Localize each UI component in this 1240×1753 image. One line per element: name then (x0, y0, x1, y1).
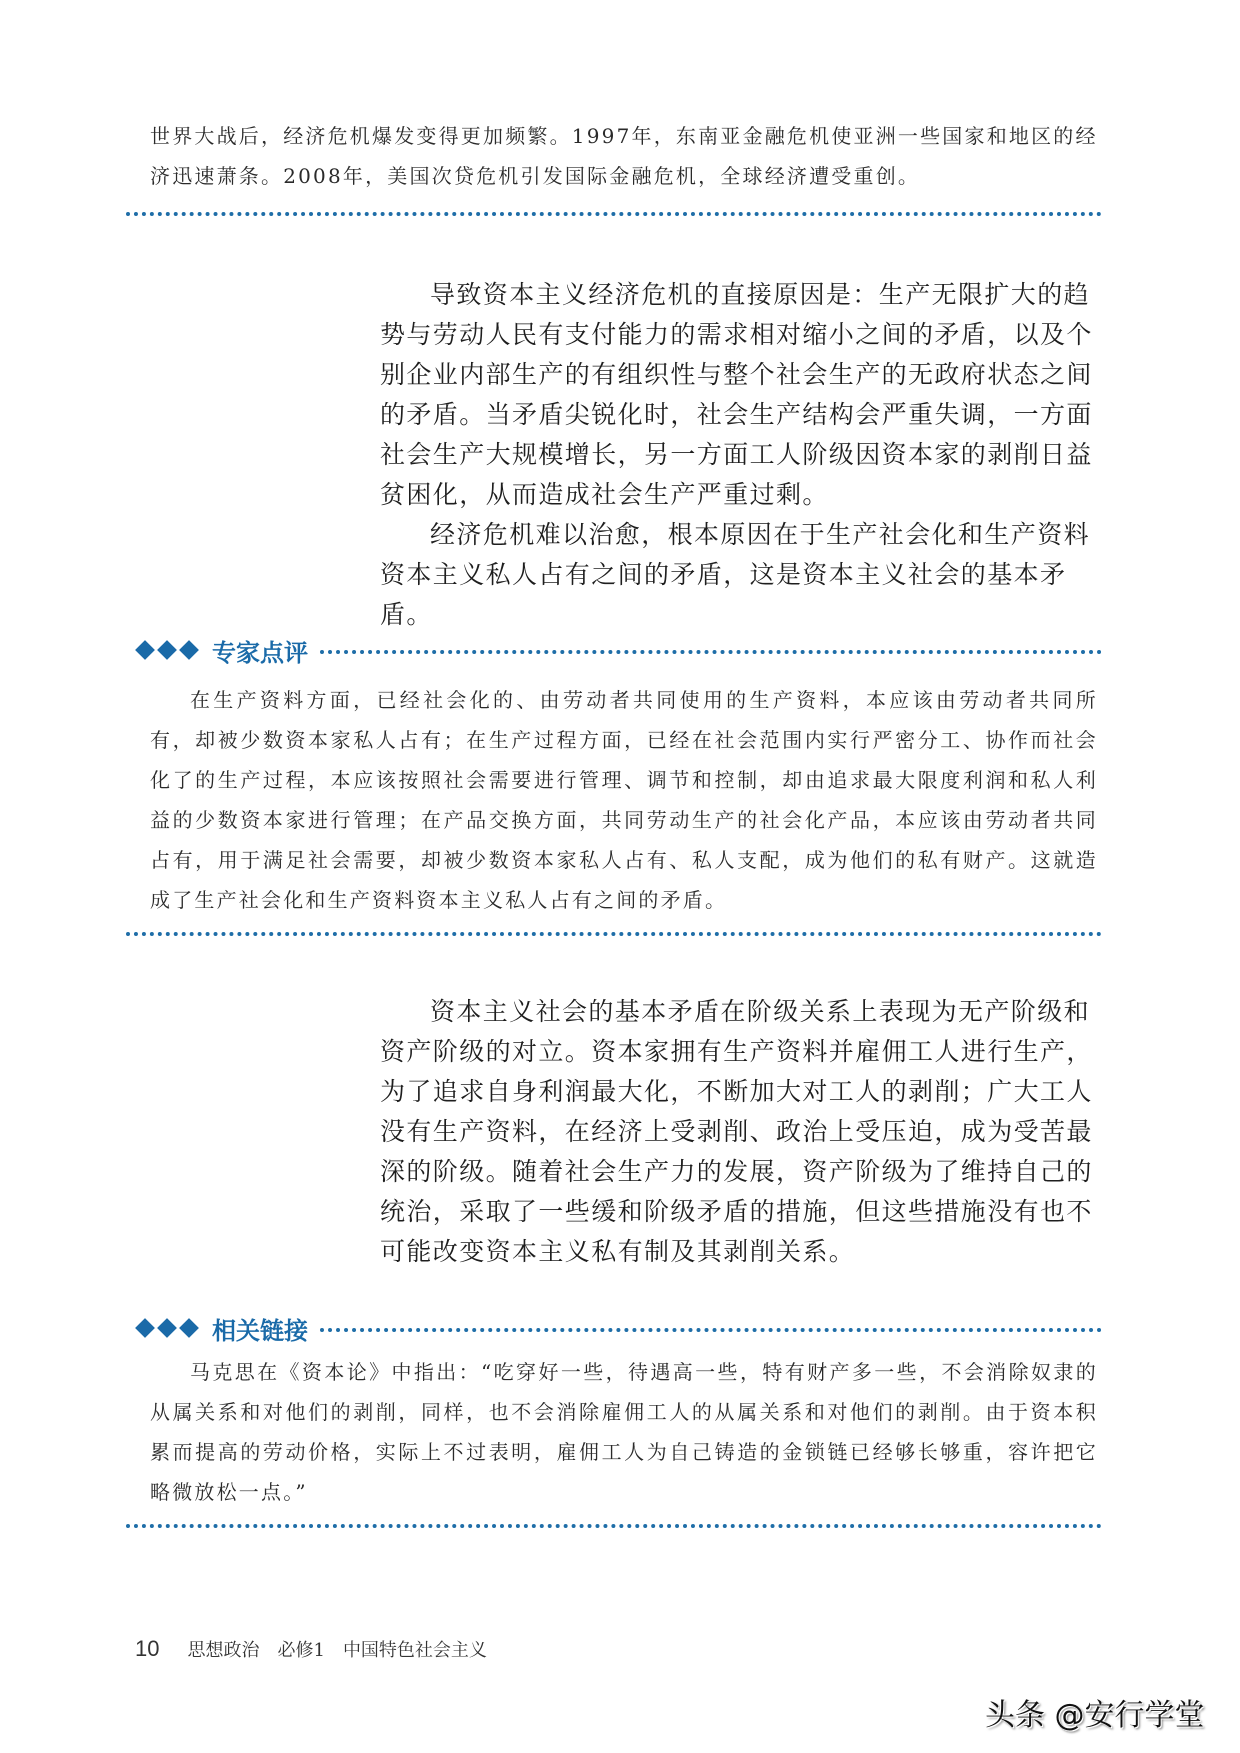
diamond-bullets-icon (138, 643, 196, 657)
related-link-header (138, 1308, 1102, 1348)
divider-dotted (126, 1524, 1102, 1528)
diamond-bullets-icon (138, 1321, 196, 1335)
main-section-1 (380, 275, 1108, 635)
footer-book-title: 中国特色社会主义 (342, 1640, 487, 1661)
top-note-line: 济迅速萧条。2008年，美国次贷危机引发国际金融危机，全球经济遭受重创。 (150, 164, 921, 188)
paragraph: 经济危机难以治愈，根本原因在于生产社会化和生产资料资本主义私人占有之间的矛盾，这是资本主义社会的基本矛盾。 (380, 520, 1091, 629)
related-link-title: 相关链接 (212, 1316, 308, 1345)
expert-comment-text: 在生产资料方面，已经社会化的、由劳动者共同使用的生产资料，本应该由劳动者共同所有，却被少数资本家私人占有；在生产过程方面，已经在社会范围内实行严密分工、协作而社会化了的生产过程，本应该按照社会需要进行管理、调节和控制，却由追求最大限度利润和私人利益的少数资本家进行管理；在产品交换方面，共同劳动生产的社会化产品，本应该由劳动者共同占有，用于满足社会需要，却被少数资本家私人占有、私人支配，成为他们的私有财产。这就造成了生产社会化和生产资料资本主义私人占有之间的矛盾。 (150, 688, 1098, 912)
expert-comment-header (138, 630, 1102, 670)
top-note-line: 世界大战后，经济危机爆发变得更加频繁。1997年，东南亚金融危机使亚洲一些国家和地区的经 (150, 124, 1098, 148)
top-note (150, 116, 1110, 196)
header-dotted-line (320, 1328, 1102, 1332)
paragraph: 资本主义社会的基本矛盾在阶级关系上表现为无产阶级和资产阶级的对立。资本家拥有生产资料并雇佣工人进行生产，为了追求自身利润最大化，不断加大对工人的剥削；广大工人没有生产资料，在经济上受剥削、政治上受压迫，成为受苦最深的阶级。随着社会生产力的发展，资产阶级为了维持自己的统治，采取了一些缓和阶级矛盾的措施，但这些措施没有也不可能改变资本主义私有制及其剥削关系。 (380, 997, 1093, 1266)
header-dotted-line (320, 650, 1102, 654)
divider-dotted (126, 212, 1102, 216)
footer-subject: 思想政治 (187, 1640, 260, 1661)
page-footer (135, 1636, 505, 1662)
watermark: 头条 @安行学堂 (985, 1698, 1205, 1733)
page-number: 10 (135, 1636, 160, 1661)
paragraph: 导致资本主义经济危机的直接原因是：生产无限扩大的趋势与劳动人民有支付能力的需求相对缩小之间的矛盾，以及个别企业内部生产的有组织性与整个社会生产的无政府状态之间的矛盾。当矛盾尖锐化时，社会生产结构会严重失调，一方面社会生产大规模增长，另一方面工人阶级因资本家的剥削日益贫困化，从而造成社会生产严重过剩。 (380, 280, 1093, 509)
footer-volume: 必修1 (277, 1640, 325, 1661)
expert-comment-title: 专家点评 (212, 638, 308, 667)
related-link-text: 马克思在《资本论》中指出：“吃穿好一些，待遇高一些，特有财产多一些，不会消除奴隶的从属关系和对他们的剥削，同样，也不会消除雇佣工人的从属关系和对他们的剥削。由于资本积累而提高的劳动价格，实际上不过表明，雇佣工人为自己铸造的金锁链已经够长够重，容许把它略微放松一点。” (150, 1360, 1098, 1504)
divider-dotted (126, 932, 1102, 936)
main-section-2 (380, 992, 1108, 1272)
